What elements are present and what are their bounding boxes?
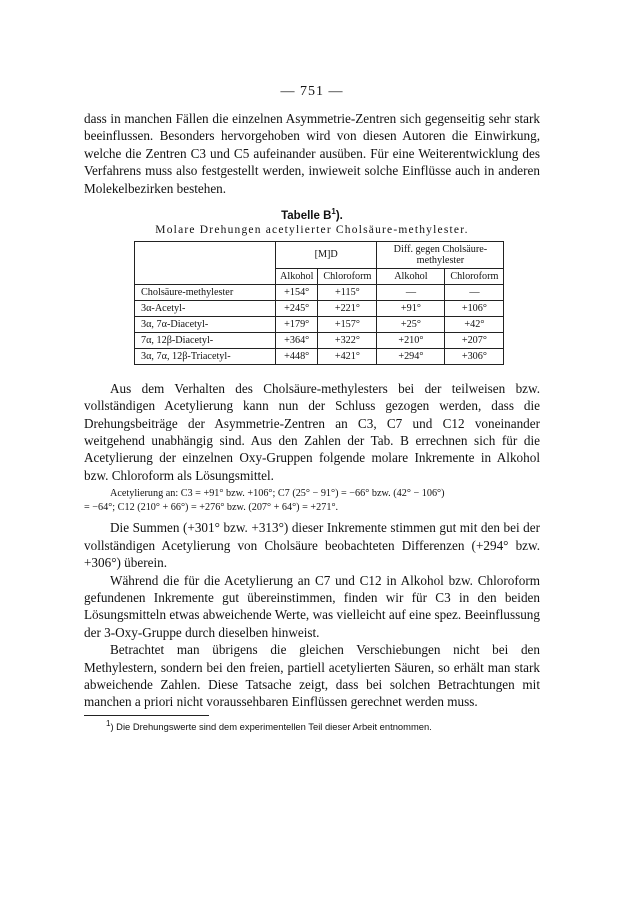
cell-alkohol: +245° bbox=[276, 300, 318, 316]
page-number: — 751 — bbox=[280, 84, 344, 99]
row-name: 7α, 12β-Diacetyl- bbox=[135, 332, 276, 348]
cell-alkohol: +179° bbox=[276, 316, 318, 332]
rotation-table bbox=[134, 241, 504, 365]
footnote-divider bbox=[84, 715, 209, 716]
row-name: 3α-Acetyl- bbox=[135, 300, 276, 316]
formula-line-1: Acetylierung an: C3 = +91° bzw. +106°; C7 (25° − 91°) = −66° bzw. (42° − 106°) bbox=[110, 488, 445, 500]
document-page bbox=[84, 84, 540, 732]
cell-chloroform: +115° bbox=[318, 284, 377, 300]
cell-diff-chloroform: +106° bbox=[445, 300, 504, 316]
table-title-text: Tabelle B bbox=[281, 209, 332, 222]
table-col-diff-alkohol: Alkohol bbox=[377, 268, 445, 284]
table-col-alkohol: Alkohol bbox=[276, 268, 318, 284]
table-col-diff-chloroform: Chloroform bbox=[445, 268, 504, 284]
paragraph-intro: dass in manchen Fällen die einzelnen Asymmetrie-Zentren sich gegenseitig sehr stark beeinflussen. Besonders hervorgehoben wird von diesen Autoren die Einwirkung, welche die Zentren C3 und C5 aufeinander ausüben. Für eine Weiterentwicklung des Verfahrens muss also festgestellt werden, inwieweit solche Einflüsse auch in anderen Molekelbezirken bestehen. bbox=[84, 111, 540, 196]
table-row bbox=[135, 300, 504, 316]
paragraph-sums: Die Summen (+301° bzw. +313°) dieser Inkremente stimmen gut mit den bei der vollständigen Acetylierung von Cholsäure beobachteten Differenzen (+294° bzw. +306°) überein. bbox=[84, 520, 540, 571]
paragraph-free-acids: Betrachtet man übrigens die gleichen Verschiebungen nicht bei den Methylestern, sondern bei den freien, partiell acetylierten Säuren, so erhält man stark abweichende Zahlen. Diese Tatsache zeigt, dass bei solchen Betrachtungen mit manchen a priori nicht voraussehbaren Einflüssen gerechnet werden muss. bbox=[84, 642, 540, 710]
table-header-diff: Diff. gegen Cholsäure-methylester bbox=[377, 241, 504, 268]
cell-diff-chloroform: — bbox=[445, 284, 504, 300]
cell-alkohol: +448° bbox=[276, 348, 318, 364]
footnote-text: ) Die Drehungswerte sind dem experimentellen Teil dieser Arbeit entnommen. bbox=[110, 720, 432, 732]
table-header-md: [M]D bbox=[276, 241, 377, 268]
cell-chloroform: +322° bbox=[318, 332, 377, 348]
footnote bbox=[84, 719, 540, 732]
table-footnote-mark: 1 bbox=[331, 207, 336, 217]
table-row bbox=[135, 332, 504, 348]
cell-diff-chloroform: +42° bbox=[445, 316, 504, 332]
table-col-chloroform: Chloroform bbox=[318, 268, 377, 284]
cell-diff-alkohol: — bbox=[377, 284, 445, 300]
table-row bbox=[135, 348, 504, 364]
table-header-name bbox=[135, 241, 276, 284]
cell-diff-alkohol: +294° bbox=[377, 348, 445, 364]
table-title-suffix: ). bbox=[335, 209, 343, 222]
footnote-mark: 1 bbox=[106, 718, 111, 728]
cell-chloroform: +421° bbox=[318, 348, 377, 364]
cell-diff-chloroform: +306° bbox=[445, 348, 504, 364]
cell-diff-alkohol: +25° bbox=[377, 316, 445, 332]
cell-diff-alkohol: +210° bbox=[377, 332, 445, 348]
cell-chloroform: +157° bbox=[318, 316, 377, 332]
row-name: 3α, 7α, 12β-Triacetyl- bbox=[135, 348, 276, 364]
cell-chloroform: +221° bbox=[318, 300, 377, 316]
row-name: Cholsäure-methylester bbox=[135, 284, 276, 300]
table-row bbox=[135, 284, 504, 300]
cell-diff-alkohol: +91° bbox=[377, 300, 445, 316]
paragraph-conclusion: Aus dem Verhalten des Cholsäure-methylesters bei der teilweisen bzw. vollständigen Acetylierung kann nun der Schluss gezogen werden, dass die Drehungsbeiträge der Asymmetrie-Zentren an C3, C7 und C12 voneinander weitgehend unabhängig sind. Aus den Zahlen der Tab. B errechnen sich für die Acetylierung der einzelnen Oxy-Gruppen folgende molare Inkremente in Alkohol bzw. Chloroform als Lösungsmittel. bbox=[84, 380, 540, 483]
table-row bbox=[135, 316, 504, 332]
cell-alkohol: +364° bbox=[276, 332, 318, 348]
paragraph-solvents: Während die für die Acetylierung an C7 und C12 in Alkohol bzw. Chloroform gefundenen Inkremente gut übereinstimmen, finden wir für C3 in den beiden Lösungsmitteln etwas abweichende Werte, was vielleicht auf eine spez. Beeinflussung der 3-Oxy-Gruppe durch dieselben hinweist. bbox=[84, 572, 540, 640]
table-title bbox=[84, 207, 540, 222]
row-name: 3α, 7α-Diacetyl- bbox=[135, 316, 276, 332]
table-subtitle: Molare Drehungen acetylierter Cholsäure-methylester. bbox=[155, 223, 469, 236]
formula-line-2: = −64°; C12 (210° + 66°) = +276° bzw. (207° + 64°) = +271°. bbox=[84, 502, 339, 514]
cell-diff-chloroform: +207° bbox=[445, 332, 504, 348]
cell-alkohol: +154° bbox=[276, 284, 318, 300]
